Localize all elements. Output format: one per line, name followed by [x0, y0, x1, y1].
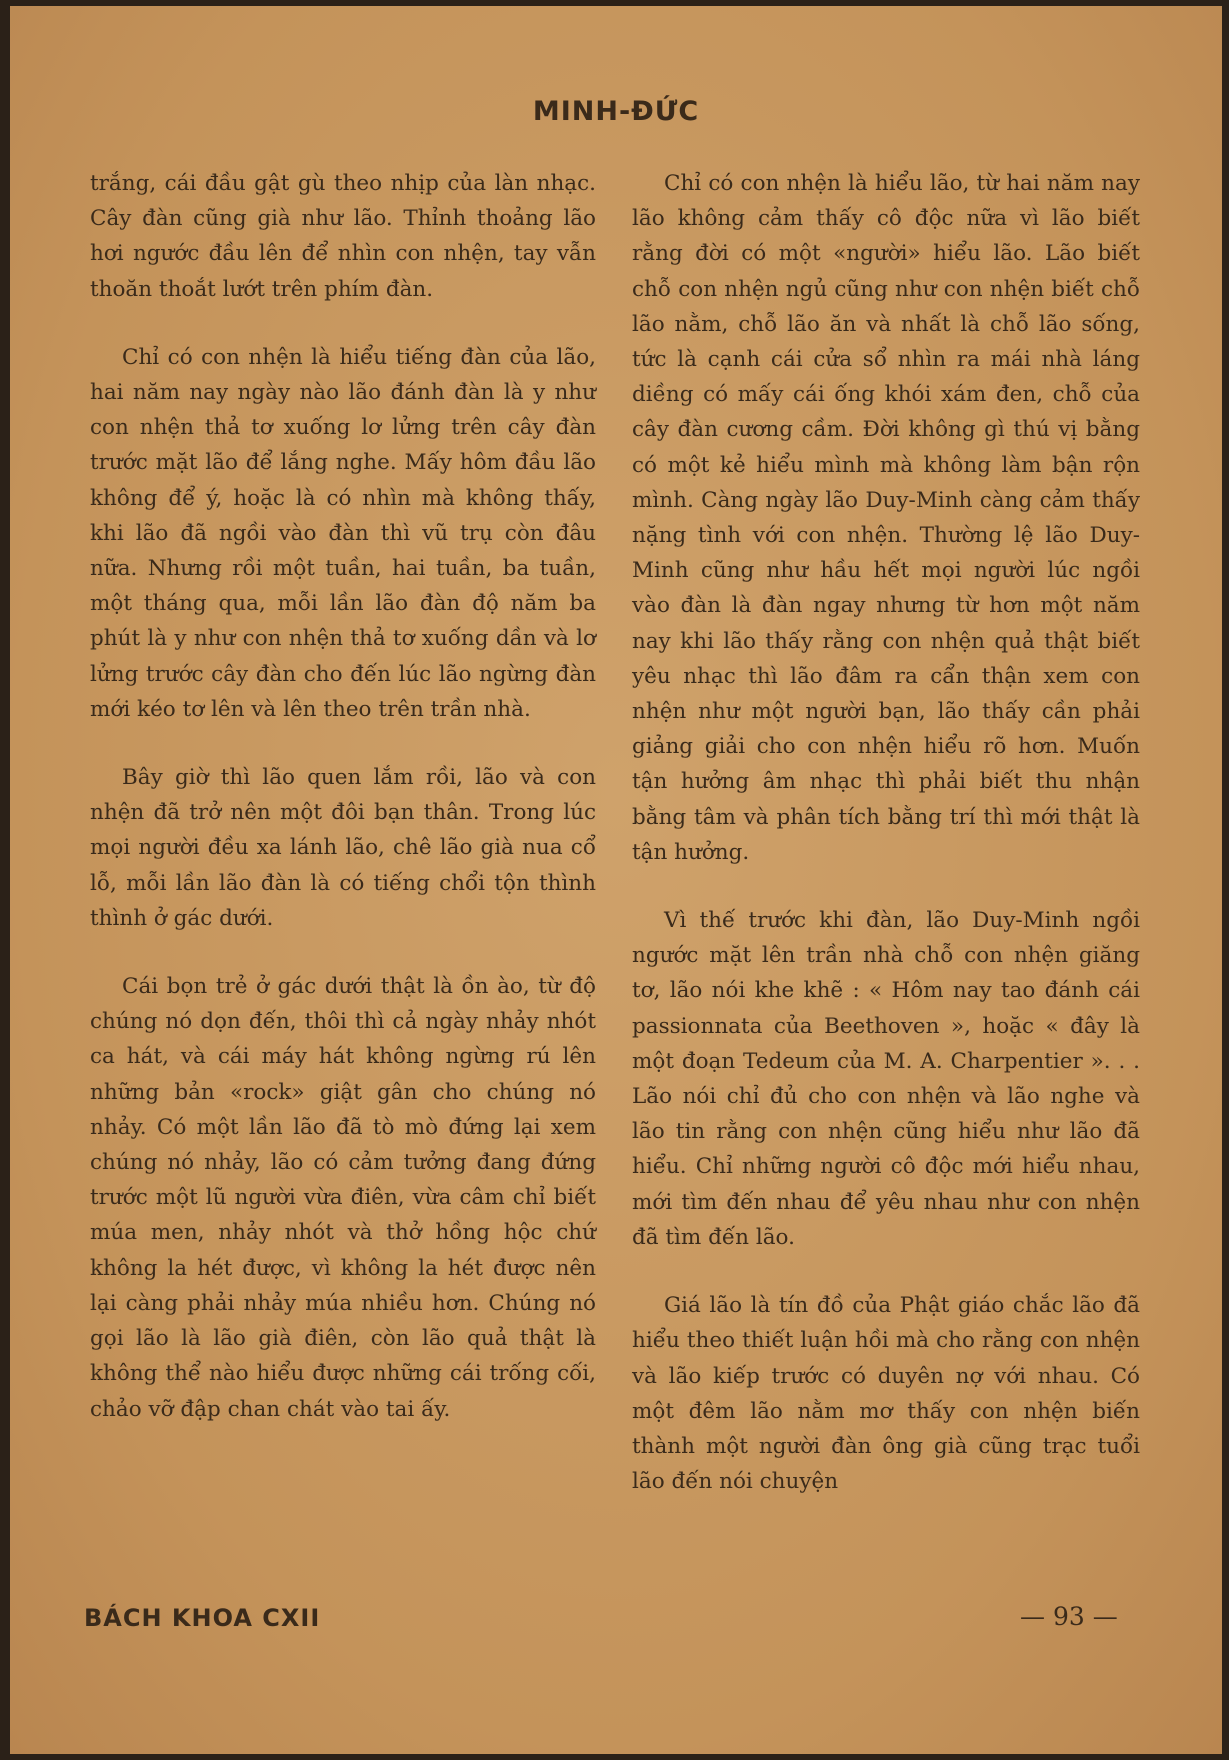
- paragraph: Giá lão là tín đồ của Phật giáo chắc lão đã hiểu theo thiết luận hồi mà cho rằng con nhện và lão kiếp trước có duyên nợ với nhau. Có một đêm lão nằm mơ thấy con nhện biến thành một người đàn ông già cũng trạc tuổi lão đến nói chuyện: [632, 1293, 1140, 1495]
- page-header-title: MINH-ĐỨC: [532, 96, 700, 127]
- paragraph: Chỉ có con nhện là hiểu tiếng đàn của lão, hai năm nay ngày nào lão đánh đàn là y như con nhện thả tơ xuống lơ lửng trên cây đàn trước mặt lão để lắng nghe. Mấy hôm đầu lão không để ý, hoặc là có nhìn mà không thấy, khi lão đã ngồi vào đàn thì vũ trụ còn đâu nữa. Nhưng rồi một tuần, hai tuần, ba tuần, một tháng qua, mỗi lần lão đàn độ năm ba phút là y như con nhện thả tơ xuống dần và lơ lửng trước cây đàn cho đến lúc lão ngừng đàn mới kéo tơ lên và lên theo trên trần nhà.: [90, 344, 596, 722]
- magazine-issue-label: BÁCH KHOA CXII: [84, 1604, 321, 1632]
- left-column: [90, 166, 596, 1460]
- paragraph: Chỉ có con nhện là hiểu lão, từ hai năm nay lão không cảm thấy cô độc nữa vì lão biết rằng đời có một «người» hiểu lão. Lão biết chỗ con nhện ngủ cũng như con nhện biết chỗ lão nằm, chỗ lão ăn và nhất là chỗ lão sống, tức là cạnh cái cửa sổ nhìn ra mái nhà láng diềng có mấy cái ống khói xám đen, chỗ của cây đàn cương cầm. Đời không gì thú vị bằng có một kẻ hiểu mình mà không làm bận rộn mình. Càng ngày lão Duy-Minh càng cảm thấy nặng tình với con nhện. Thường lệ lão Duy-Minh cũng như hầu hết mọi người lúc ngồi vào đàn là đàn ngay nhưng từ hơn một năm nay khi lão thấy rằng con nhện quả thật biết yêu nhạc thì lão đâm ra cẩn thận xem con nhện như một người bạn, lão thấy cần phải giảng giải cho con nhện hiểu rõ hơn. Muốn tận hưởng âm nhạc thì phải biết thu nhận bằng tâm và phân tích bằng trí thì mới thật là tận hưởng.: [632, 171, 1140, 865]
- paragraph: trắng, cái đầu gật gù theo nhịp của làn nhạc. Cây đàn cũng già như lão. Thỉnh thoảng lão hơi ngước đầu lên để nhìn con nhện, tay vẫn thoăn thoắt lướt trên phím đàn.: [90, 171, 596, 302]
- paragraph: Vì thế trước khi đàn, lão Duy-Minh ngồi ngước mặt lên trần nhà chỗ con nhện giăng tơ, lão nói khe khẽ : « Hôm nay tao đánh cái passionnata của Beethoven », hoặc « đây là một đoạn Tedeum của M. A. Charpentier ». . . Lão nói chỉ đủ cho con nhện và lão nghe và lão tin rằng con nhện cũng hiểu như lão đã hiểu. Chỉ những người cô độc mới hiểu nhau, mới tìm đến nhau để yêu nhau như con nhện đã tìm đến lão.: [632, 908, 1140, 1250]
- paragraph: Cái bọn trẻ ở gác dưới thật là ồn ào, từ độ chúng nó dọn đến, thôi thì cả ngày nhảy nhót ca hát, và cái máy hát không ngừng rú lên những bản «rock» giật gân cho chúng nó nhảy. Có một lần lão đã tò mò đứng lại xem chúng nó nhảy, lão có cảm tưởng đang đứng trước một lũ người vừa điên, vừa câm chỉ biết múa men, nhảy nhót và thở hồng hộc chứ không la hét được, vì không la hét được nên lại càng phải nhảy múa nhiều hơn. Chúng nó gọi lão là lão già điên, còn lão quả thật là không thể nào hiểu được những cái trống cối, chảo vỡ đập chan chát vào tai ấy.: [90, 974, 596, 1422]
- magazine-page: [10, 6, 1222, 1754]
- paragraph: Bây giờ thì lão quen lắm rồi, lão và con nhện đã trở nên một đôi bạn thân. Trong lúc mọi người đều xa lánh lão, chê lão già nua cổ lỗ, mỗi lần lão đàn là có tiếng chổi tộn thình thình ở gác dưới.: [90, 765, 596, 931]
- page-number: — 93 —: [1020, 1602, 1118, 1631]
- right-column: [632, 166, 1140, 1532]
